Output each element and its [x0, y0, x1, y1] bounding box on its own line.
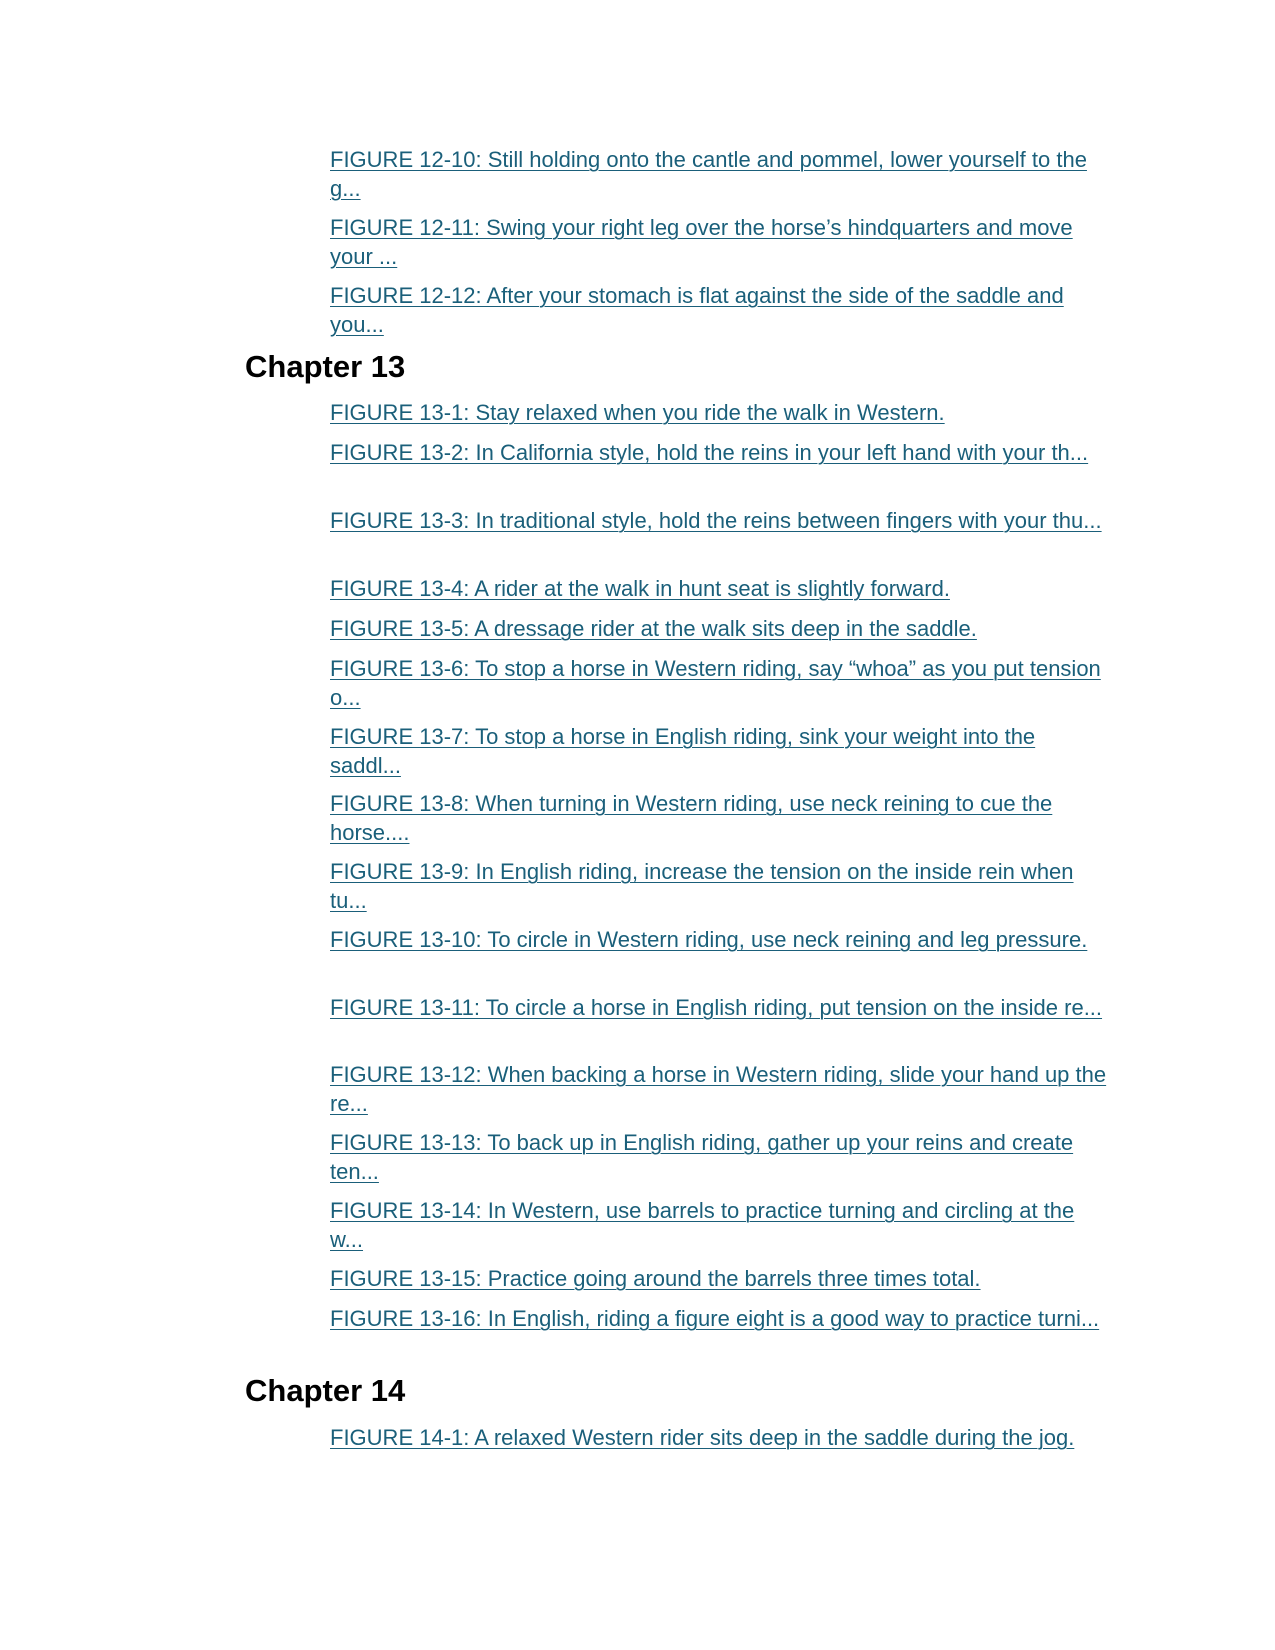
figure-link-13-7[interactable]: FIGURE 13-7: To stop a horse in English riding, sink your weight into the saddl...: [330, 724, 1036, 778]
figure-link-13-12[interactable]: FIGURE 13-12: When backing a horse in Western riding, slide your hand up the re...: [330, 1062, 1107, 1116]
figure-link-13-6[interactable]: FIGURE 13-6: To stop a horse in Western riding, say “whoa” as you put tension o...: [330, 656, 1101, 710]
chapter-14-heading: Chapter 14: [245, 1373, 406, 1408]
figure-link-13-11[interactable]: FIGURE 13-11: To circle a horse in English riding, put tension on the inside re...: [330, 995, 1103, 1020]
figure-link-13-14[interactable]: FIGURE 13-14: In Western, use barrels to practice turning and circling at the w...: [330, 1198, 1075, 1252]
figure-link-13-2[interactable]: FIGURE 13-2: In California style, hold the reins in your left hand with your th...: [330, 440, 1089, 465]
figure-link-12-10[interactable]: FIGURE 12-10: Still holding onto the cantle and pommel, lower yourself to the g...: [330, 147, 1087, 201]
figure-link-12-11[interactable]: FIGURE 12-11: Swing your right leg over the horse’s hindquarters and move your ...: [330, 215, 1073, 269]
figure-link-13-15[interactable]: FIGURE 13-15: Practice going around the barrels three times total.: [330, 1266, 981, 1291]
figure-link-13-10[interactable]: FIGURE 13-10: To circle in Western riding, use neck reining and leg pressure.: [330, 927, 1088, 952]
figure-link-13-5[interactable]: FIGURE 13-5: A dressage rider at the walk sits deep in the saddle.: [330, 616, 977, 641]
figure-link-13-13[interactable]: FIGURE 13-13: To back up in English riding, gather up your reins and create ten...: [330, 1130, 1074, 1184]
figure-link-13-16[interactable]: FIGURE 13-16: In English, riding a figure eight is a good way to practice turni...: [330, 1306, 1100, 1331]
figure-link-12-12[interactable]: FIGURE 12-12: After your stomach is flat against the side of the saddle and you...: [330, 283, 1064, 337]
figure-link-13-3[interactable]: FIGURE 13-3: In traditional style, hold the reins between fingers with your thu...: [330, 508, 1102, 533]
figure-link-13-8[interactable]: FIGURE 13-8: When turning in Western riding, use neck reining to cue the horse....: [330, 791, 1053, 845]
figure-link-14-1[interactable]: FIGURE 14-1: A relaxed Western rider sits deep in the saddle during the jog.: [330, 1425, 1075, 1450]
figure-link-13-1[interactable]: FIGURE 13-1: Stay relaxed when you ride the walk in Western.: [330, 400, 945, 425]
chapter-13-heading: Chapter 13: [245, 349, 406, 384]
figure-link-13-9[interactable]: FIGURE 13-9: In English riding, increase the tension on the inside rein when tu...: [330, 859, 1074, 913]
figure-link-13-4[interactable]: FIGURE 13-4: A rider at the walk in hunt seat is slightly forward.: [330, 576, 950, 601]
